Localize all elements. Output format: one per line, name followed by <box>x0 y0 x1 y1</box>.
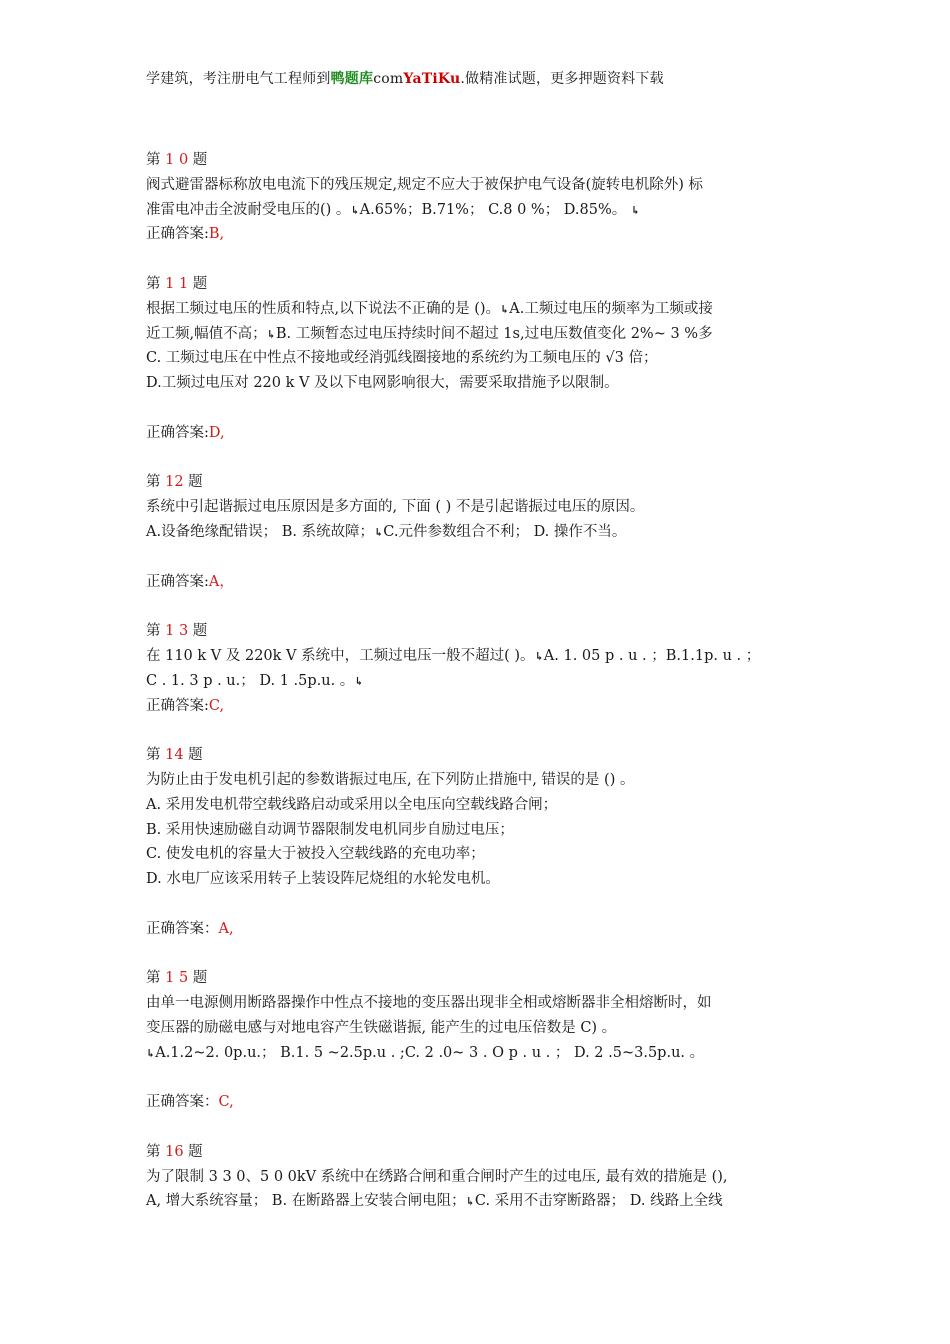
question-text <box>146 297 826 322</box>
question-13 <box>146 619 826 718</box>
question-options <box>146 520 826 545</box>
question-number: 1 1 <box>165 275 189 292</box>
question-number: 14 <box>165 747 184 764</box>
question-option: A. 采用发电机带空载线路启动或采用以全电压向空载线路合闸； <box>146 796 558 813</box>
title-prefix: 第 <box>146 970 166 987</box>
title-prefix: 第 <box>146 275 166 292</box>
title-suffix: 题 <box>188 623 208 640</box>
answer-label: 正确答案: <box>146 226 209 243</box>
answer-line <box>146 421 826 446</box>
question-text <box>146 198 826 223</box>
header-text-pre: 学建筑，考注册电气工程师到 <box>146 71 331 87</box>
question-text: 系统中引起谐振过电压原因是多方面的, 下面 ( ) 不是引起谐振过电压的原因。 <box>146 499 645 516</box>
mark-icon: ↳ <box>354 674 364 688</box>
question-text: 为了限制 3 3 0、5 0 0kV 系统中在绣路合闸和重合闸时产生的过电压, 最有效的措施是 (), <box>146 1168 728 1185</box>
answer-line <box>146 694 826 719</box>
question-title <box>146 743 826 768</box>
question-title <box>146 470 826 495</box>
question-number: 16 <box>165 1143 184 1160</box>
mark-icon: ↳ <box>534 649 544 663</box>
header-text-post: .做精准试题，更多押题资料下载 <box>460 71 664 87</box>
answer-label: 正确答案: <box>146 697 209 714</box>
header-text-mid: com <box>373 71 404 87</box>
question-text: 由单一电源侧用断路器操作中性点不接地的变压器出现非全相或熔断器非全相熔断时，如 <box>146 995 712 1012</box>
question-options <box>146 1041 826 1066</box>
question-option: B. 采用快速励磁自动调节器限制发电机同步自励过电压； <box>146 821 514 838</box>
question-options: A. 1. 05 p . u . ；B.1.1p. u . ； <box>543 647 761 664</box>
question-number: 1 3 <box>165 623 189 640</box>
question-options-text: A.1.2~2. 0p.u.； B.1. 5 ~2.5p.u . ;C. 2 .0~ 3 . O p . u . ； D. 2 .5~3.5p.u. 。 <box>155 1044 705 1061</box>
question-option: A, 增大系统容量； B. 在断路器上安装合闸电阻； <box>146 1193 466 1210</box>
question-option: A.工频过电压的频率为工频或接 <box>509 300 713 317</box>
question-number: 12 <box>165 474 184 491</box>
question-title <box>146 619 826 644</box>
answer-line <box>146 222 826 247</box>
answer-value: B, <box>208 226 225 243</box>
answer-line <box>146 1090 826 1115</box>
question-number: 1 5 <box>165 970 189 987</box>
title-suffix: 题 <box>188 152 208 168</box>
title-prefix: 第 <box>146 747 166 764</box>
answer-value: C, <box>208 697 225 714</box>
answer-value: C, <box>218 1094 234 1111</box>
answer-line <box>146 917 826 942</box>
question-options <box>146 669 826 694</box>
question-title <box>146 1140 826 1165</box>
question-option: C.元件参数组合不利； D. 操作不当。 <box>383 523 627 540</box>
question-text-part: 准雷电冲击全波耐受电压的() 。 <box>146 201 351 218</box>
title-prefix: 第 <box>146 623 166 640</box>
question-text: 变压器的励磁电感与对地电容产生铁磁谐振, 能产生的过电压倍数是 C) 。 <box>146 1019 617 1036</box>
question-option: B. 工频暂态过电压持续时间不超过 1s,过电压数值变化 2%~ 3 %多 <box>275 325 713 342</box>
mark-icon: ↳ <box>266 327 276 341</box>
mark-icon: ↳ <box>374 525 384 539</box>
question-option: C. 采用不击穿断路器； D. 线路上全线 <box>474 1193 723 1210</box>
question-option: A.设备绝缘配错误； B. 系统故障； <box>146 523 375 540</box>
answer-label: 正确答案: <box>146 573 209 590</box>
answer-label: 正确答案： <box>146 920 219 937</box>
title-suffix: 题 <box>183 747 203 764</box>
answer-value: A, <box>218 920 234 937</box>
question-option: D. 水电厂应该采用转子上装设阵尼烧组的水轮发电机。 <box>146 871 500 888</box>
answer-label: 正确答案： <box>146 1094 219 1111</box>
mark-icon: ↳ <box>630 203 641 217</box>
mark-icon: ↳ <box>500 302 510 316</box>
question-15 <box>146 966 826 1115</box>
question-options: A.65%；B.71%； C.8 0 %； D.85%。 <box>359 201 627 218</box>
question-10 <box>146 148 826 247</box>
question-options-part: C . 1. 3 p . u.； D. 1 .5p.u. 。 <box>146 672 355 689</box>
question-text-part: 根据工频过电压的性质和特点,以下说法不正确的是 ()。 <box>146 300 501 317</box>
title-suffix: 题 <box>183 474 203 491</box>
question-text-part: 近工频,幅值不高； <box>146 325 267 342</box>
header-site-name: 鸭题库 <box>330 71 374 87</box>
question-number: 1 0 <box>165 152 189 168</box>
mark-icon: ↳ <box>465 1195 475 1209</box>
question-text: 阀式避雷器标称放电电流下的残压规定,规定不应大于被保护电气设备(旋转电机除外) 标 <box>146 176 704 193</box>
page-header <box>146 68 664 88</box>
question-option: D.工频过电压对 220 k V 及以下电网影响很大，需要采取措施予以限制。 <box>146 375 619 392</box>
question-11 <box>146 272 826 446</box>
header-domain: YaTiKu <box>403 71 461 87</box>
title-prefix: 第 <box>146 1143 166 1160</box>
question-16 <box>146 1140 826 1214</box>
question-text <box>146 644 826 669</box>
question-title <box>146 966 826 991</box>
question-option: C. 工频过电压在中性点不接地或经消弧线圈接地的系统约为工频电压的 √3 倍； <box>146 350 658 367</box>
question-text-part: 在 110 k V 及 220k V 系统中，工频过电压一般不超过( )。 <box>146 647 535 664</box>
title-suffix: 题 <box>183 1143 203 1160</box>
question-list <box>146 148 826 1214</box>
title-prefix: 第 <box>146 152 166 168</box>
mark-icon: ↳ <box>146 1046 156 1060</box>
question-options <box>146 1189 826 1214</box>
mark-icon: ↳ <box>350 203 360 217</box>
question-14 <box>146 743 826 941</box>
title-suffix: 题 <box>188 970 208 987</box>
question-12 <box>146 470 826 594</box>
question-option: C. 使发电机的容量大于被投入空载线路的充电功率； <box>146 846 485 863</box>
title-suffix: 题 <box>188 275 208 292</box>
question-text: 为防止由于发电机引起的参数谐振过电压, 在下列防止措施中, 错误的是 () 。 <box>146 771 635 788</box>
answer-label: 正确答案: <box>146 424 209 441</box>
answer-value: D, <box>208 424 225 441</box>
question-text <box>146 322 826 347</box>
answer-line <box>146 570 826 595</box>
question-title <box>146 148 826 173</box>
question-title <box>146 272 826 297</box>
title-prefix: 第 <box>146 474 166 491</box>
answer-value: A， <box>208 573 234 590</box>
